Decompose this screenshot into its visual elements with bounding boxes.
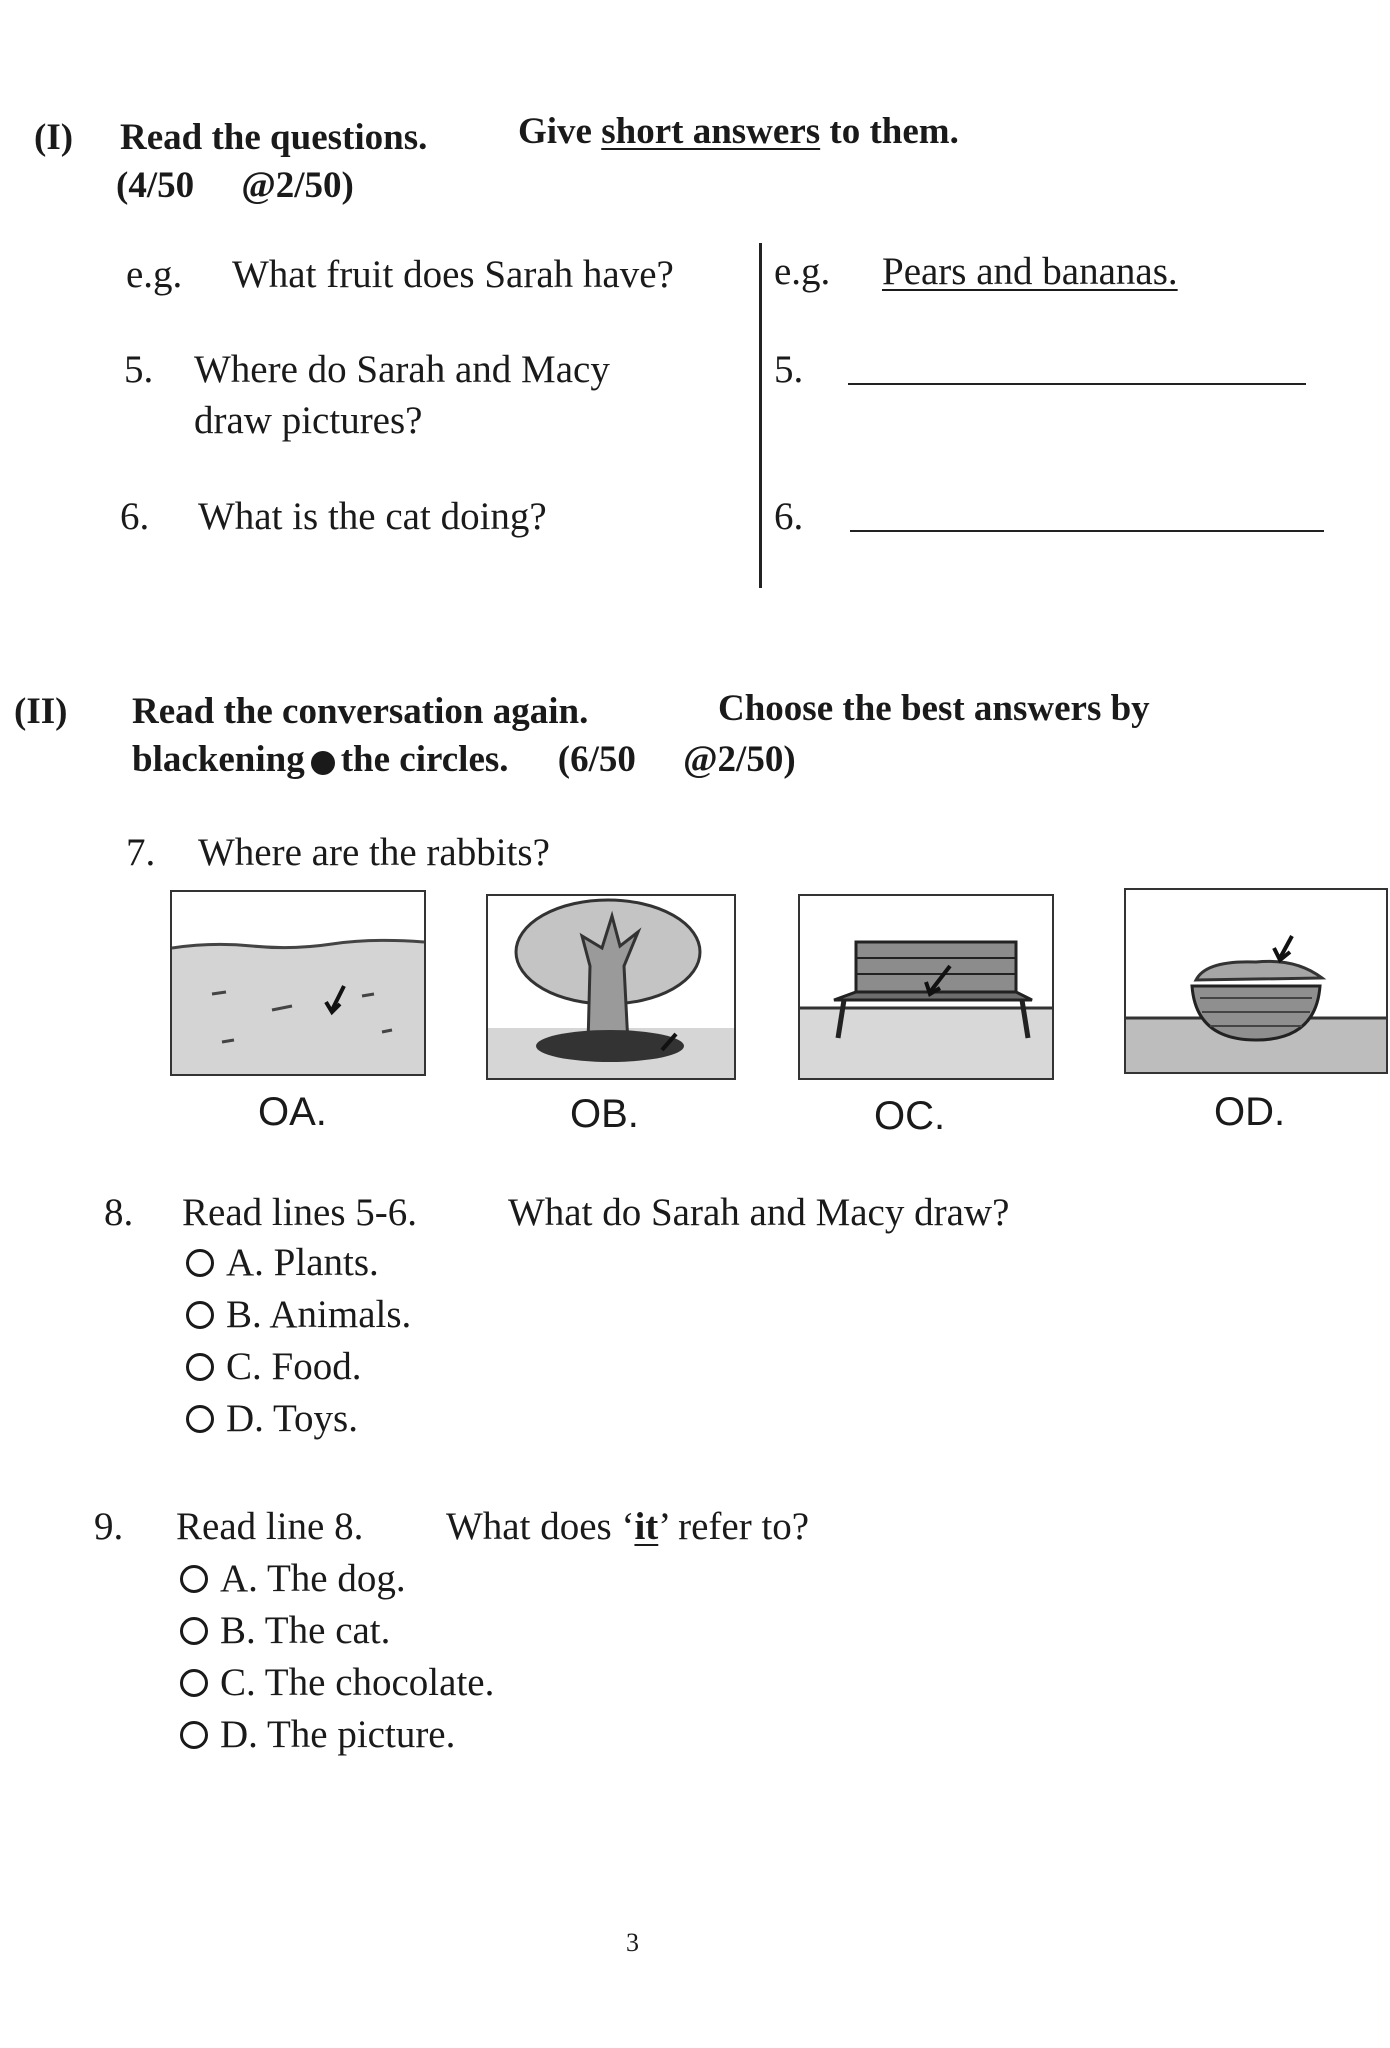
q7-option-c[interactable]: OC. [874,1094,946,1138]
picture-a-grass [170,890,426,1076]
section-2-line1a: Read the conversation again. [132,691,589,732]
section-1-instruction [518,108,959,156]
marks-each: @2/50) [241,165,354,206]
q5-answer-blank[interactable] [848,383,1306,385]
filled-circle-icon [311,751,335,775]
q6-answer-number: 6. [774,495,804,538]
section-1-number: (I) [34,117,74,158]
q9-underlined-word: it [634,1505,659,1548]
radio-circle-icon[interactable] [186,1249,214,1277]
section-2-line2 [132,736,796,784]
q9-option-d[interactable] [180,1712,455,1757]
picture-b-tree [486,894,736,1080]
section-1-title: Read the questions. [120,117,428,158]
q9-option-c-label: C. The chocolate. [220,1661,495,1704]
section-2-line1b: Choose the best answers by [718,688,1150,729]
example-prefix: e.g. [126,253,183,296]
q9-option-c[interactable] [180,1660,494,1705]
q9-option-d-label: D. The picture. [220,1713,456,1756]
example-question: What fruit does Sarah have? [232,253,674,296]
q8-option-b-label: B. Animals. [226,1293,412,1336]
q6-number: 6. [120,495,150,538]
example-answer: Pears and bananas. [882,250,1178,293]
bench-illustration [800,896,1052,1078]
radio-circle-icon[interactable] [180,1617,208,1645]
instruction-underlined: short answers [601,111,821,152]
q9-option-a-label: A. The dog. [220,1557,406,1600]
radio-circle-icon[interactable] [180,1565,208,1593]
q7-number: 7. [126,831,156,874]
q9-text-before: What does ‘ [446,1505,635,1548]
q8-question-b: What do Sarah and Macy draw? [508,1191,1010,1234]
q8-number: 8. [104,1191,134,1234]
radio-circle-icon[interactable] [180,1721,208,1749]
picture-c-bench [798,894,1054,1080]
q9-number: 9. [94,1505,124,1548]
q8-option-d-label: D. Toys. [226,1397,358,1440]
q5-question-line1: Where do Sarah and Macy [194,348,610,391]
marks-each: @2/50) [683,739,796,780]
q8-option-c-label: C. Food. [226,1345,362,1388]
q7-option-d[interactable]: OD. [1214,1090,1286,1134]
q8-question-a: Read lines 5-6. [182,1191,418,1234]
q8-option-d[interactable] [186,1396,358,1441]
instruction-text-end: to them. [829,111,959,152]
basket-illustration [1126,890,1386,1072]
q8-option-a[interactable] [186,1240,379,1285]
section-2-number: (II) [14,691,68,732]
picture-d-basket [1124,888,1388,1074]
radio-circle-icon[interactable] [186,1405,214,1433]
radio-circle-icon[interactable] [186,1301,214,1329]
q9-option-b[interactable] [180,1608,390,1653]
q8-option-a-label: A. Plants. [226,1241,379,1284]
q5-answer-number: 5. [774,348,804,391]
blackening-text: blackening [132,739,305,780]
example-answer-prefix: e.g. [774,250,831,293]
q9-text-after: ’ refer to? [658,1505,810,1548]
instruction-text: Give [518,111,592,152]
the-circles-text: the circles. [340,739,509,780]
tree-illustration [488,896,734,1078]
q7-question: Where are the rabbits? [198,831,550,874]
table-divider [759,243,762,588]
q8-option-b[interactable] [186,1292,411,1337]
q6-question: What is the cat doing? [198,495,547,538]
q9-option-a[interactable] [180,1556,406,1601]
q8-option-c[interactable] [186,1344,361,1389]
marks-total: (6/50 [557,739,636,780]
marks-total: (4/50 [116,165,195,206]
q9-question-b [446,1502,809,1552]
grass-field-illustration [172,892,424,1074]
radio-circle-icon[interactable] [180,1669,208,1697]
q9-question-a: Read line 8. [176,1505,364,1548]
q6-answer-blank[interactable] [850,530,1324,532]
section-1-marks [116,162,354,210]
q5-number: 5. [124,348,154,391]
q9-option-b-label: B. The cat. [220,1609,391,1652]
page-number: 3 [626,1928,639,1957]
q7-option-a[interactable]: OA. [258,1090,327,1134]
radio-circle-icon[interactable] [186,1353,214,1381]
q5-question-line2: draw pictures? [194,399,423,442]
q7-option-b[interactable]: OB. [570,1092,639,1136]
